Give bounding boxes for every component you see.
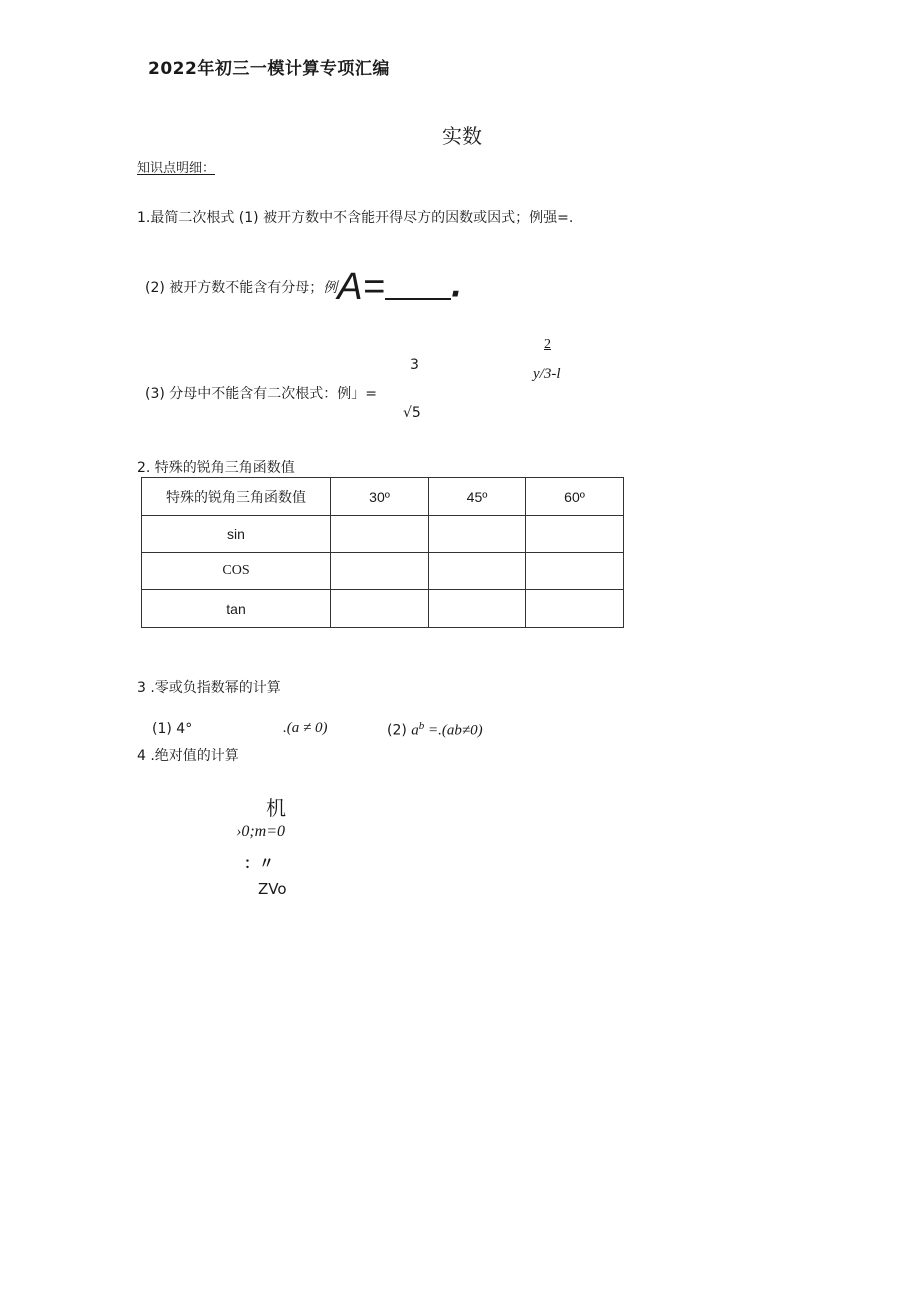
table-header-cell: 45º bbox=[429, 478, 526, 516]
knowledge-points-heading: 知识点明细： bbox=[137, 161, 216, 176]
rule-2-label: (2) 被开方数不能含有分母； bbox=[145, 280, 324, 296]
table-cell bbox=[331, 553, 429, 590]
page-title: 实数 bbox=[442, 124, 482, 148]
exponent-item-1-condition: .(a ≠ 0) bbox=[283, 720, 328, 736]
table-cell bbox=[429, 516, 526, 553]
document-header: 2022年初三一模计算专项汇编 bbox=[148, 59, 390, 79]
table-header-cell: 特殊的锐角三角函数值 bbox=[142, 478, 331, 516]
answer-blank bbox=[385, 274, 451, 300]
table-row bbox=[142, 590, 624, 628]
trig-values-table bbox=[141, 477, 624, 628]
fraction-numerator: 2 bbox=[544, 337, 551, 352]
table-header-row bbox=[142, 478, 624, 516]
rule-2-period: . bbox=[450, 269, 463, 305]
exponent-item-2-base: a bbox=[411, 722, 419, 739]
table-cell bbox=[429, 590, 526, 628]
absolute-value-section-title: 4 .绝对值的计算 bbox=[137, 748, 239, 764]
simplest-radical-rule-1: 1.最简二次根式 (1) 被开方数中不含能开得尽方的因数或因式；例强=. bbox=[137, 210, 574, 226]
row-label-tan: tan bbox=[142, 590, 331, 628]
table-header-cell: 60º bbox=[526, 478, 624, 516]
table-cell bbox=[429, 553, 526, 590]
absolute-value-case-2: ：〃 bbox=[244, 854, 275, 872]
exponent-item-1: (1) 4° bbox=[152, 721, 193, 737]
absolute-value-glyph: 机 bbox=[266, 796, 286, 820]
simplest-radical-rule-3: (3) 分母中不能含有二次根式：例」= bbox=[145, 386, 378, 402]
table-header-cell: 30º bbox=[331, 478, 429, 516]
table-cell bbox=[526, 516, 624, 553]
absolute-value-case-3: ZVo bbox=[258, 880, 287, 898]
row-label-cos: COS bbox=[142, 553, 331, 590]
table-cell bbox=[331, 516, 429, 553]
table-cell bbox=[526, 590, 624, 628]
simplest-radical-rule-2 bbox=[145, 268, 462, 306]
row-label-sin: sin bbox=[142, 516, 331, 553]
exponent-item-2-label: (2) bbox=[387, 722, 412, 739]
rule-3-denominator: √5 bbox=[403, 405, 421, 421]
exponent-item-2-power: b bbox=[418, 720, 425, 732]
table-cell bbox=[331, 590, 429, 628]
trig-section-title: 2. 特殊的锐角三角函数值 bbox=[137, 460, 295, 476]
table-row bbox=[142, 553, 624, 590]
exponent-item-2-condition: =.(ab≠0) bbox=[424, 722, 483, 739]
fraction-denominator: y/3-l bbox=[533, 366, 561, 382]
exponent-section-title: 3 .零或负指数幂的计算 bbox=[137, 680, 281, 696]
absolute-value-case-1: ›0;m=0 bbox=[236, 823, 286, 840]
table-cell bbox=[526, 553, 624, 590]
exponent-item-2 bbox=[387, 720, 483, 740]
table-row bbox=[142, 516, 624, 553]
rule-2-example-prefix: 例 bbox=[323, 281, 338, 296]
rule-3-numerator: 3 bbox=[410, 357, 419, 373]
rule-2-formula: A= bbox=[337, 266, 385, 308]
